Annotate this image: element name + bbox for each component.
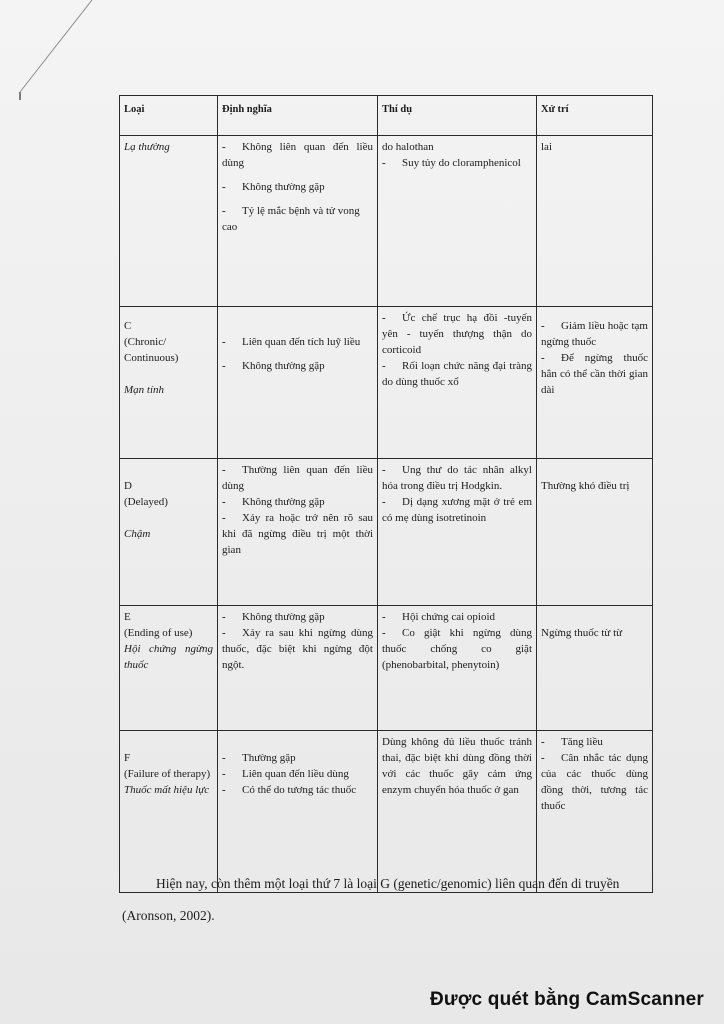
page-fold-mark [12, 0, 102, 100]
management-item: - Cân nhắc tác dụng của các thuốc dùng đồng thời, tương tác thuốc [541, 750, 648, 814]
example-item: - Co giật khi ngừng dùng thuốc chống co giật (phenobarbital, phenytoin) [382, 625, 532, 673]
management-item: - Giảm liều hoặc tạm ngừng thuốc [541, 318, 648, 350]
example-item: - Ung thư do tác nhân alkyl hóa trong điều trị Hodgkin. [382, 462, 532, 494]
table-row [120, 606, 653, 731]
table-row [120, 307, 653, 459]
example-item: - Ức chế trục hạ đồi -tuyến yên - tuyến thượng thận do corticoid [382, 310, 532, 358]
type-cell [120, 307, 218, 459]
management-item: - Để ngừng thuốc hẳn có thể cần thời gian dài [541, 350, 648, 398]
example-item: - Rối loạn chức năng đại tràng do dùng thuốc xổ [382, 358, 532, 390]
definition-item: - Liên quan đến tích luỹ liều [222, 334, 373, 350]
example-item: Dùng không đủ liều thuốc tránh thai, đặc biệt khi dùng đồng thời với các thuốc gây cảm ứng enzym chuyển hóa thuốc ở gan [382, 736, 532, 796]
example-cell [378, 459, 537, 606]
type-english: (Delayed) [124, 496, 168, 508]
example-cell [378, 136, 537, 307]
definition-item: - Không thường gặp [222, 609, 373, 625]
header-example: Thí dụ [378, 96, 537, 136]
type-vietnamese: Thuốc mất hiệu lực [124, 784, 210, 796]
management-cell [537, 307, 653, 459]
example-item: - Suy tủy do cloramphenicol [382, 155, 532, 171]
management-cell [537, 606, 653, 731]
type-cell [120, 136, 218, 307]
management-item: Ngừng thuốc từ từ [541, 627, 623, 639]
type-english: (Ending of use) [124, 627, 193, 639]
definition-item: - Thường liên quan đến liều dùng [222, 462, 373, 494]
definition-item: - Xảy ra sau khi ngừng dùng thuốc, đặc biệt khi ngừng đột ngột. [222, 625, 373, 673]
example-item: - Dị dạng xương mặt ở trẻ em có mẹ dùng isotretinoin [382, 494, 532, 526]
definition-item: - Liên quan đến liều dùng [222, 766, 373, 782]
table-row [120, 459, 653, 606]
definition-item: - Không thường gặp [222, 358, 373, 374]
example-item: - Hội chứng cai opioid [382, 609, 532, 625]
definition-cell [218, 307, 378, 459]
table-header-row [120, 96, 653, 136]
adverse-reaction-table [119, 95, 653, 893]
type-code: E [124, 611, 131, 623]
type-vietnamese: Hội chứng ngừng thuốc [124, 643, 213, 671]
management-item: lai [541, 141, 552, 153]
example-cell [378, 606, 537, 731]
header-type: Loại [120, 96, 218, 136]
definition-cell [218, 459, 378, 606]
type-english: (Failure of therapy) [124, 768, 211, 780]
definition-item: - Thường gặp [222, 750, 373, 766]
management-cell [537, 459, 653, 606]
definition-item: - Không thường gặp [222, 179, 373, 195]
management-item: - Tăng liều [541, 734, 648, 750]
definition-item: - Không liên quan đến liều dùng [222, 139, 373, 171]
type-code: D [124, 480, 132, 492]
scanner-watermark: Được quét bằng CamScanner [429, 989, 704, 1010]
table-row [120, 136, 653, 307]
type-vietnamese: Lạ thường [124, 141, 170, 153]
type-code: C [124, 320, 132, 332]
definition-cell [218, 136, 378, 307]
body-paragraph: Hiện nay, còn thêm một loại thứ 7 là loại G (genetic/genomic) liên quan đến di truyền (Aronson, 2002). [122, 876, 620, 923]
management-item: Thường khó điều trị [541, 480, 630, 492]
definition-item: - Không thường gặp [222, 494, 373, 510]
example-cell [378, 307, 537, 459]
definition-item: - Tỷ lệ mắc bệnh và tử vong cao [222, 203, 373, 235]
type-cell [120, 606, 218, 731]
header-definition: Định nghĩa [218, 96, 378, 136]
definition-item: - Có thể do tương tác thuốc [222, 782, 373, 798]
example-item: do halothan [382, 141, 434, 153]
type-vietnamese: Mạn tính [124, 384, 165, 396]
type-code: F [124, 752, 131, 764]
type-english: (Chronic/ Continuous) [124, 336, 179, 364]
header-management: Xử trí [537, 96, 653, 136]
type-vietnamese: Chậm [124, 528, 151, 540]
definition-cell [218, 606, 378, 731]
definition-item: - Xảy ra hoặc trở nên rõ sau khi đã ngừng điều trị một thời gian [222, 510, 373, 558]
type-cell [120, 459, 218, 606]
management-cell [537, 136, 653, 307]
